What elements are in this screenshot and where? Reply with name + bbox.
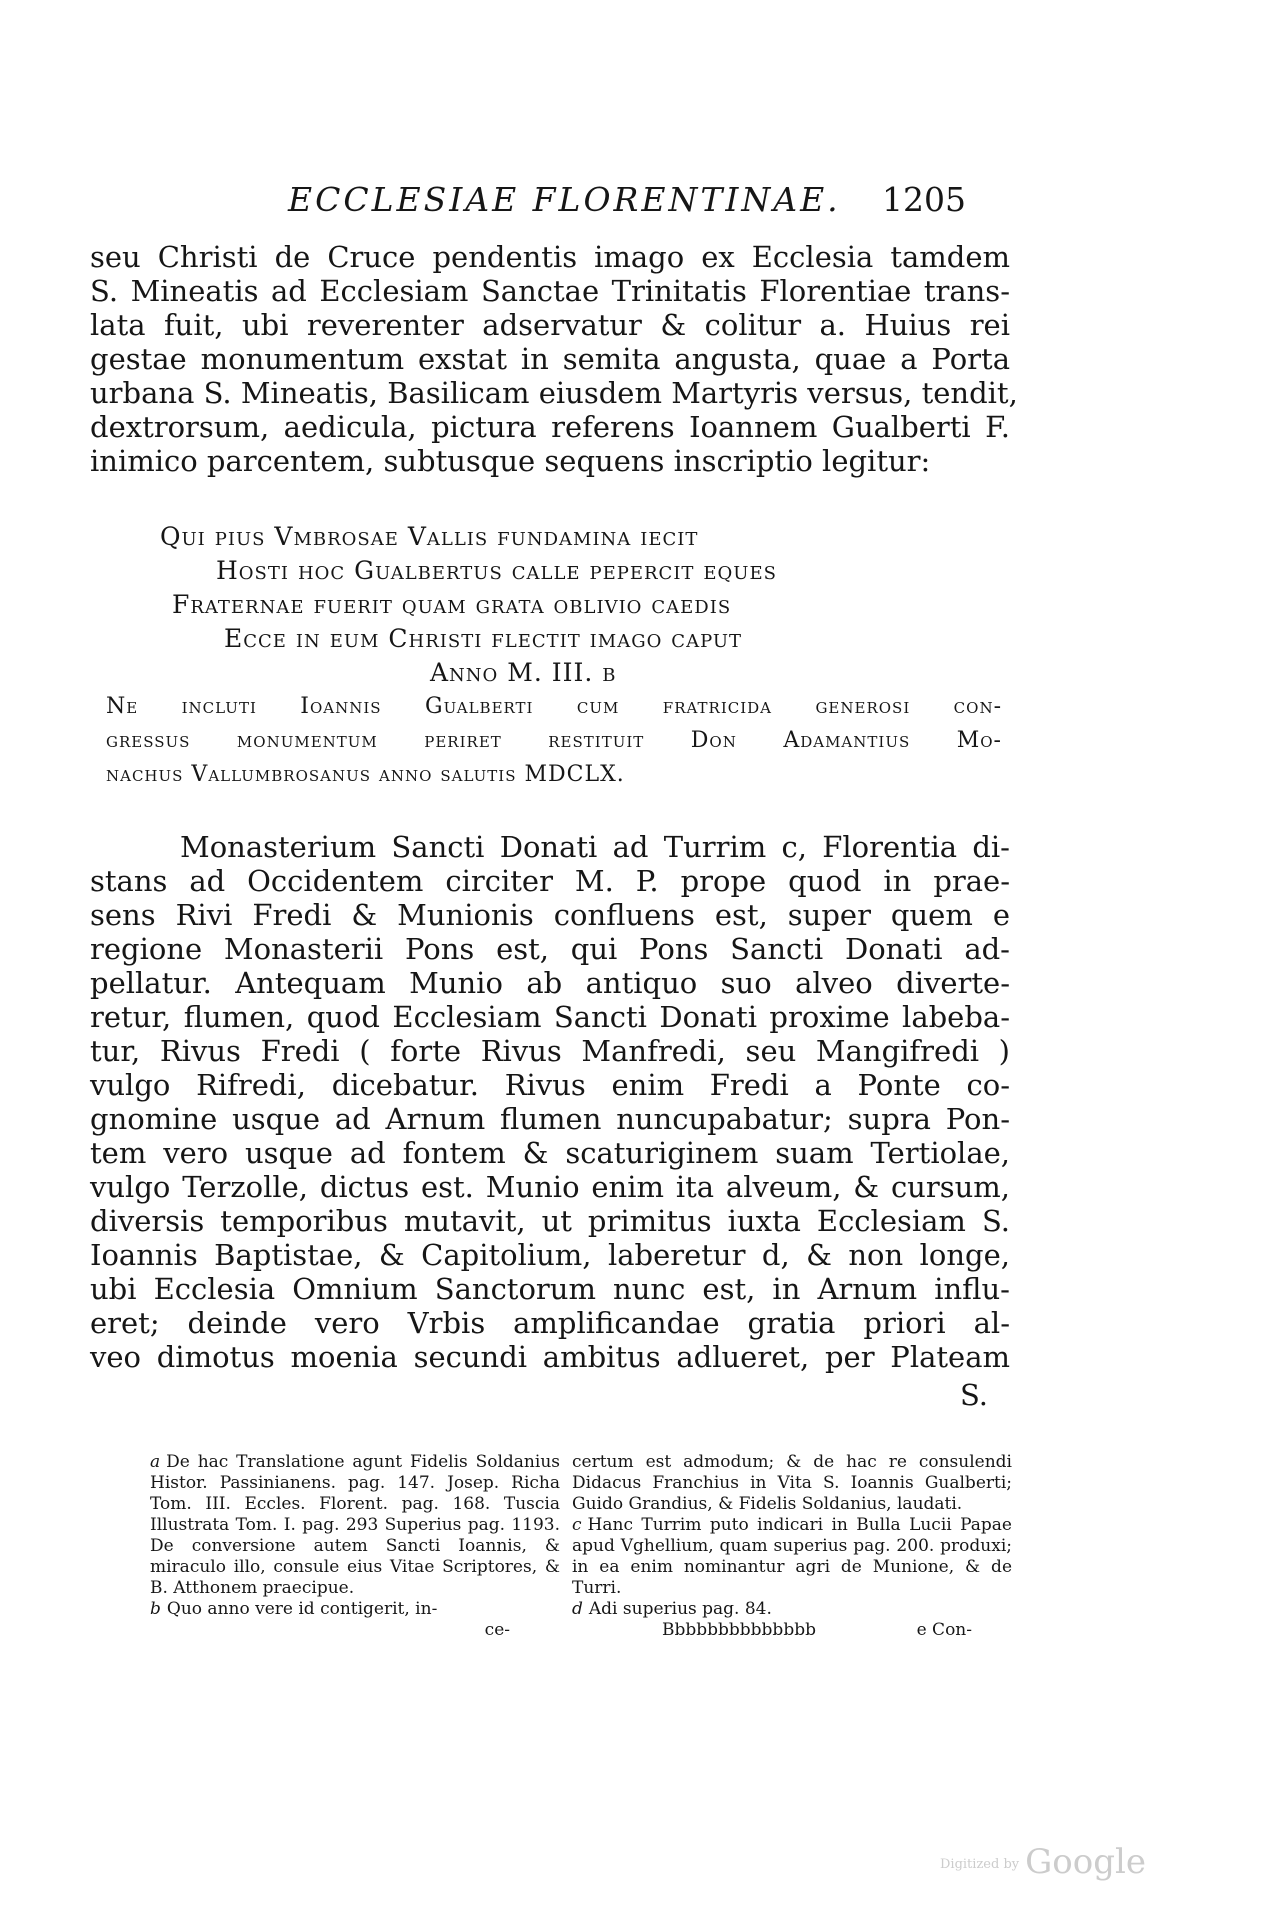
footnote-marker: c bbox=[572, 1515, 582, 1535]
footnote-marker: d bbox=[572, 1599, 583, 1619]
text-line: veo dimotus moenia secundi ambitus adlueret, per Plateam bbox=[90, 1340, 1010, 1374]
text-line: dextrorsum, aedicula, pictura referens Ioannem Gualberti F. bbox=[90, 410, 1010, 444]
inscription-line: Ecce in eum Christi flectit imago caput bbox=[224, 624, 743, 653]
text-line: regione Monasterii Pons est, qui Pons Sancti Donati ad- bbox=[90, 932, 1010, 966]
running-head bbox=[88, 180, 966, 230]
signature-mark: Bbbbbbbbbbbbbb bbox=[662, 1620, 816, 1640]
text-line: vulgo Rifredi, dicebatur. Rivus enim Fredi a Ponte co- bbox=[90, 1068, 1010, 1102]
text-line: urbana S. Mineatis, Basilicam eiusdem Martyris versus, tendit, bbox=[90, 376, 1018, 410]
restoration-line: nachus Vallumbrosanus anno salutis MDCLX. bbox=[106, 762, 625, 787]
running-title: ECCLESIAE FLORENTINAE. bbox=[288, 180, 841, 219]
text-line: tem vero usque ad fontem & scaturiginem suam Tertiolae, bbox=[90, 1136, 1010, 1170]
inscription-line: Fraternae fuerit quam grata oblivio caedis bbox=[172, 590, 732, 619]
signature-line bbox=[572, 1620, 1012, 1644]
inscription-line: Hosti hoc Gualbertus calle pepercit eques bbox=[216, 556, 777, 585]
footnote-b-continued: certum est admodum; & de hac re consulendi Didacus Franchius in Vita S. Ioannis Gualberti; Guido Grandius, & Fidelis Soldanius, laudati. bbox=[572, 1452, 1012, 1514]
text-line: diversis temporibus mutavit, ut primitus iuxta Ecclesiam S. bbox=[90, 1204, 1010, 1238]
inscription-line: Qui pius Vmbrosae Vallis fundamina iecit bbox=[160, 522, 699, 551]
restoration-note bbox=[106, 690, 1002, 792]
text-line: inimico parcentem, subtusque sequens inscriptio legitur: bbox=[90, 444, 931, 478]
footnote-c bbox=[572, 1515, 1012, 1599]
inscription bbox=[160, 520, 1000, 690]
footnote-a bbox=[150, 1452, 560, 1599]
text-line: gnomine usque ad Arnum flumen nuncupabatur; supra Pon- bbox=[90, 1102, 1010, 1136]
text-line: tur, Rivus Fredi ( forte Rivus Manfredi, seu Mangifredi ) bbox=[90, 1034, 1010, 1068]
next-note-catchword: e Con- bbox=[916, 1620, 972, 1640]
text-line: gestae monumentum exstat in semita angusta, quae a Porta bbox=[90, 342, 1010, 376]
footnote-text: Adi superius pag. 84. bbox=[588, 1599, 772, 1619]
restoration-line: gressus monumentum periret restituit Don Adamantius Mo- bbox=[106, 728, 1002, 753]
page-number: 1205 bbox=[882, 180, 966, 219]
footnote-text: Quo anno vere id contigerit, in- bbox=[166, 1599, 438, 1619]
digitization-watermark bbox=[940, 1842, 1146, 1882]
inscription-date: Anno M. III. b bbox=[430, 658, 617, 687]
text-line: sens Rivi Fredi & Munionis confluens est, super quem e bbox=[90, 898, 1010, 932]
text-line: stans ad Occidentem circiter M. P. prope quod in prae- bbox=[90, 864, 1010, 898]
watermark-prefix: Digitized by bbox=[940, 1856, 1020, 1872]
paragraph-1 bbox=[90, 240, 1018, 478]
footnote-text: De hac Translatione agunt Fidelis Soldanius Histor. Passinianens. pag. 147. Josep. Richa Tom. III. Eccles. Florent. pag. 168. Tuscia Illustrata Tom. I. pag. 293 Superius pag. 1193. De conversione autem Sancti Ioannis, & miraculo illo, consule eius Vitae Scriptores, & B. Atthonem praecipue. bbox=[150, 1452, 560, 1598]
text-line: pellatur. Antequam Munio ab antiquo suo alveo diverte- bbox=[90, 966, 1010, 1000]
footnote-marker: b bbox=[150, 1599, 161, 1619]
text-line: vulgo Terzolle, dictus est. Munio enim ita alveum, & cursum, bbox=[90, 1170, 1010, 1204]
footnote-text: Hanc Turrim puto indicari in Bulla Lucii Papae apud Vghellium, quam superius pag. 200. produxi; in ea enim nominantur agri de Munione, & de Turri. bbox=[572, 1515, 1012, 1598]
footnotes-left-column bbox=[150, 1452, 560, 1641]
paragraph-2 bbox=[90, 830, 1010, 1374]
restoration-line: Ne incluti Ioannis Gualberti cum fratricida generosi con- bbox=[106, 694, 1002, 719]
footnotes-right-column bbox=[572, 1452, 1012, 1644]
text-line: lata fuit, ubi reverenter adservatur & colitur a. Huius rei bbox=[90, 308, 1010, 342]
text-line: eret; deinde vero Vrbis amplificandae gratia priori al- bbox=[90, 1306, 1010, 1340]
watermark-brand: Google bbox=[1025, 1842, 1146, 1882]
text-line: retur, flumen, quod Ecclesiam Sancti Donati proxime labeba- bbox=[90, 1000, 1010, 1034]
text-line: seu Christi de Cruce pendentis imago ex Ecclesia tamdem bbox=[90, 240, 1010, 274]
footnote-b bbox=[150, 1599, 560, 1620]
text-line: Monasterium Sancti Donati ad Turrim c, Florentia di- bbox=[180, 830, 1010, 864]
text-line: ubi Ecclesia Omnium Sanctorum nunc est, in Arnum influ- bbox=[90, 1272, 1010, 1306]
catchword: S. bbox=[959, 1378, 988, 1412]
footnote-catchword: ce- bbox=[484, 1620, 510, 1640]
footnote-marker: a bbox=[150, 1452, 161, 1472]
text-line: Ioannis Baptistae, & Capitolium, laberetur d, & non longe, bbox=[90, 1238, 1010, 1272]
footnote-d bbox=[572, 1599, 1012, 1620]
text-line: S. Mineatis ad Ecclesiam Sanctae Trinitatis Florentiae trans- bbox=[90, 274, 1010, 308]
